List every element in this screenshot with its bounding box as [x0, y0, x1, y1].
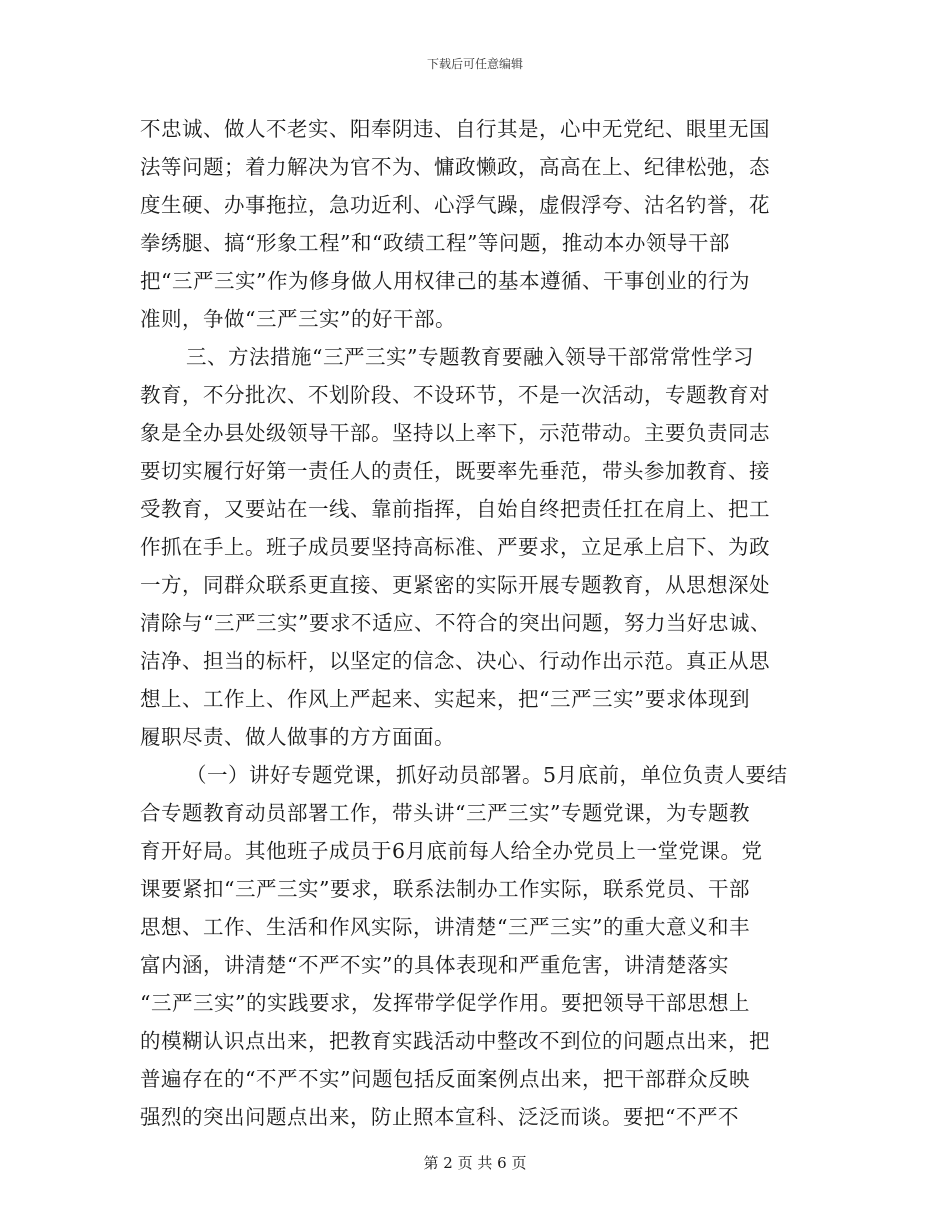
text-line: 不忠诚、做人不老实、阳奉阴违、自行其是，心中无党纪、眼里无国 [140, 117, 770, 141]
text-line: 作抓在手上。班子成员要坚持高标准、严要求，立足承上启下、为政 [140, 535, 770, 559]
text-line: 强烈的突出问题点出来，防止照本宣科、泛泛而谈。要把“不严不 [140, 1105, 739, 1129]
text-line: 洁净、担当的标杆，以坚定的信念、决心、行动作出示范。真正从思 [140, 649, 770, 673]
text-line: 的模糊认识点出来，把教育实践活动中整改不到位的问题点出来，把 [140, 1029, 770, 1053]
text-line: 思想、工作、生活和作风实际，讲清楚“三严三实”的重大意义和丰 [140, 915, 750, 939]
text-line: 教育，不分批次、不划阶段、不设环节，不是一次活动，专题教育对 [140, 383, 770, 407]
text-line: 法等问题；着力解决为官不为、慵政懒政，高高在上、纪律松弛，态 [140, 155, 770, 179]
text-line: “三严三实”的实践要求，发挥带学促学作用。要把领导干部思想上 [140, 991, 750, 1015]
text-line: 合专题教育动员部署工作，带头讲“三严三实”专题党课，为专题教 [140, 801, 750, 825]
text-line: 象是全办县处级领导干部。坚持以上率下，示范带动。主要负责同志 [140, 421, 770, 445]
text-line: 准则，争做“三严三实”的好干部。 [140, 307, 456, 331]
text-line: 一方，同群众联系更直接、更紧密的实际开展专题教育，从思想深处 [140, 573, 770, 597]
text-line: 清除与“三严三实”要求不适应、不符合的突出问题，努力当好忠诚、 [140, 611, 771, 635]
text-line: 度生硬、办事拖拉，急功近利、心浮气躁，虚假浮夸、沽名钓誉，花 [140, 193, 770, 217]
text-line: 富内涵，讲清楚“不严不实”的具体表现和严重危害，讲清楚落实 [140, 953, 729, 977]
text-line: 普遍存在的“不严不实”问题包括反面案例点出来，把干部群众反映 [140, 1067, 750, 1091]
text-line: 要切实履行好第一责任人的责任，既要率先垂范，带头参加教育、接 [140, 459, 770, 483]
document-body [140, 110, 815, 1136]
subsection-heading-line: （一）讲好专题党课，抓好动员部署。5月底前，单位负责人要结 [186, 763, 788, 787]
section-heading-line: 三、方法措施“三严三实”专题教育要融入领导干部常常性学习 [186, 345, 754, 369]
text-line: 把“三严三实”作为修身做人用权律己的基本遵循、干事创业的行为 [140, 269, 750, 293]
text-line: 拳绣腿、搞“形象工程”和“政绩工程”等问题，推动本办领导干部 [140, 231, 730, 255]
text-line: 育开好局。其他班子成员于6月底前每人给全办党员上一堂党课。党 [140, 839, 763, 863]
text-line: 想上、工作上、作风上严起来、实起来，把“三严三实”要求体现到 [140, 687, 750, 711]
page-number-footer: 第 2 页 共 6 页 [423, 1154, 527, 1172]
text-line: 受教育，又要站在一线、靠前指挥，自始自终把责任扛在肩上、把工 [140, 497, 770, 521]
text-line: 课要紧扣“三严三实”要求，联系法制办工作实际，联系党员、干部 [140, 877, 750, 901]
text-line: 履职尽责、做人做事的方方面面。 [140, 725, 455, 749]
page-header: 下载后可任意编辑 [426, 57, 523, 71]
